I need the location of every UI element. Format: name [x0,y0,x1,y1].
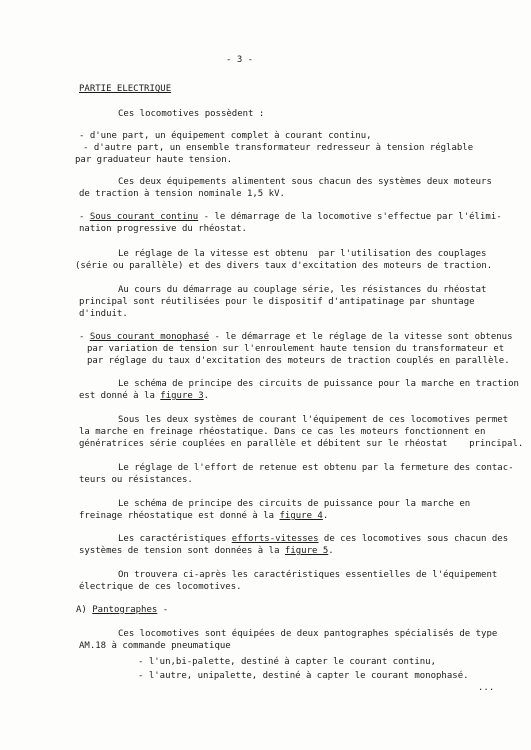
paragraph-line: AM.18 à commande pneumatique [79,641,231,651]
paragraph-line: Le schéma de principe des circuits de puissance pour la marche en [118,499,471,509]
paragraph-line: Le réglage de la vitesse est obtenu par l'utilisation des couplages [118,249,487,259]
continuation-ellipsis: ... [478,683,495,693]
paragraph-line: par variation de tension sur l'enroulement haute tension du transformateur et [87,344,505,354]
dash: - [79,212,90,222]
paragraph-line [79,510,328,522]
paragraph-line: électrique de ces locomotives. [79,582,242,592]
text-segment: systèmes de tension sont données à la [79,546,285,556]
text-segment: - le démarrage de la locomotive s'effectue par l'élimi- [198,212,502,222]
figure-reference-3: figure 3 [160,391,204,401]
paragraph-line: principal sont réutilisées pour le dispositif d'antipatinage par shuntage [79,297,475,307]
paragraph-line: On trouvera ci-après les caractéristiques essentielles de l'équipement [118,570,498,580]
text-segment: Les caractéristiques [118,534,232,544]
paragraph-line: Ces deux équipements alimentent sous chacun des systèmes deux moteurs [118,177,492,187]
paragraph-line: teurs ou résistances. [79,475,193,485]
paragraph-line: Le schéma de principe des circuits de puissance pour la marche en traction [118,379,519,389]
page-number: - 3 - [226,55,254,65]
paragraph-line: de traction à tension nominale 1,5 kV. [79,189,285,199]
list-item-transformer-cont: par graduateur haute tension. [75,155,233,165]
paragraph-line [79,545,334,557]
figure-reference-5: figure 5 [284,546,329,556]
figure-reference-4: figure 4 [279,511,323,521]
paragraph-line: par réglage du taux d'excitation des moteurs de traction couplés en parallèle. [87,356,510,366]
term-single-phase: Sous courant monophasé [89,332,210,342]
paragraph-continuous-current [79,211,502,223]
term-efforts-vitesses: efforts-vitesses [231,534,319,544]
text-segment: . [328,546,334,556]
list-item-continuous: - d'une part, un équipement complet à courant continu, [79,131,372,141]
section-heading-dash: - [157,605,169,615]
paragraph-line: d'induit. [79,309,128,319]
paragraph-line: Ces locomotives sont équipées de deux pantographes spécialisés de type [118,629,498,639]
text-segment: . [203,391,210,401]
list-item-unipalette: - l'autre, unipalette, destiné à capter le courant monophasé. [138,671,469,681]
paragraph-single-phase [79,331,513,343]
section-heading-pantographs [76,604,168,616]
paragraph-line: Le réglage de l'effort de retenue est obtenu par la fermeture des contac- [118,463,514,473]
section-title: PARTIE ELECTRIQUE [79,84,172,94]
dash: - [79,332,90,342]
paragraph-intro: Ces locomotives possèdent : [118,109,265,119]
list-item-bi-palette: - l'un,bi-palette, destiné à capter le courant continu, [138,657,437,667]
section-letter: A) [76,605,93,615]
paragraph-line: la marche en freinage rhéostatique. Dans ce cas les moteurs fonctionnent en [79,427,486,437]
text-segment: de ces locomotives sous chacun des [318,534,509,544]
paragraph-line [79,390,209,402]
paragraph-line [118,533,508,545]
paragraph-line: génératrices série couplées en parallèle et débitent sur le rhéostat principal. [79,439,524,449]
paragraph-line: Sous les deux systèmes de courant l'équipement de ces locomotives permet [118,415,509,425]
list-item-transformer: - d'autre part, un ensemble transformateur redresseur à tension réglable [83,143,474,153]
term-continuous-current: Sous courant continu [89,212,199,222]
paragraph-line: nation progressive du rhéostat. [79,224,247,234]
text-segment: - le démarrage et le réglage de la vitesse sont obtenus [209,332,513,342]
text-segment: est donné à la [79,391,161,401]
text-segment: freinage rhéostatique est donné à la [79,511,280,521]
paragraph-line: (série ou parallèle) et des divers taux d'excitation des moteurs de traction. [75,261,493,271]
text-segment: . [322,511,329,521]
section-heading-text: Pantographes [92,605,158,615]
paragraph-line: Au cours du démarrage au couplage série, les résistances du rhéostat [118,285,487,295]
